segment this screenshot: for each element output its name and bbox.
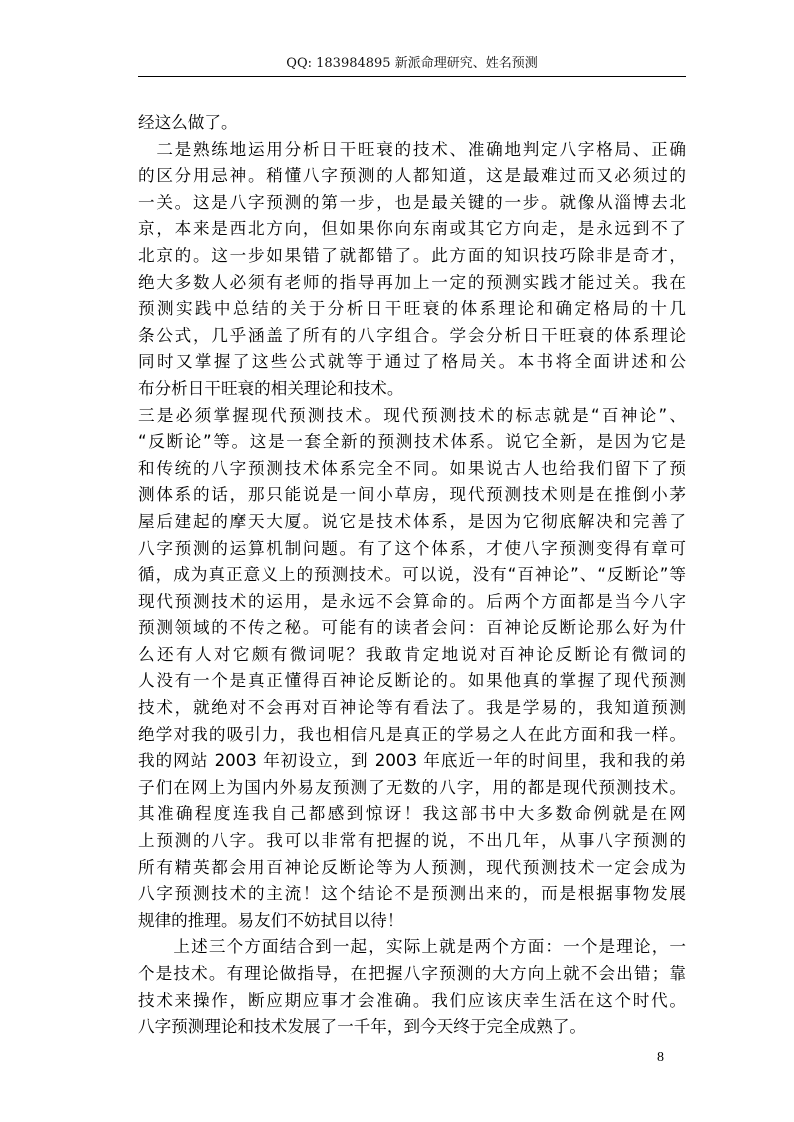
text-line: 上述三个方面结合到一起，实际上就是两个方面：一个是理论，一 bbox=[138, 937, 686, 957]
text-line: 规律的推理。易友们不妨拭目以待！ bbox=[138, 910, 404, 930]
header-rule bbox=[138, 76, 686, 77]
text-line: 所有精英都会用百神论反断论等为人预测，现代预测技术一定会成为 bbox=[138, 857, 686, 877]
text-line: 绝学对我的吸引力，我也相信凡是真正的学易之人在此方面和我一样。 bbox=[138, 724, 686, 744]
text-line: 现代预测技术的运用，是永远不会算命的。后两个方面都是当今八字 bbox=[138, 591, 686, 611]
text-line: 我的网站 2003 年初设立，到 2003 年底近一年的时间里，我和我的弟 bbox=[138, 751, 686, 771]
text-line: 测体系的话，那只能说是一间小草房，现代预测技术则是在推倒小茅 bbox=[138, 485, 686, 505]
text-line: 八字预测理论和技术发展了一千年，到今天终于完全成熟了。 bbox=[138, 1017, 587, 1037]
text-line: 子们在网上为国内外易友预测了无数的八字，用的都是现代预测技术。 bbox=[138, 777, 686, 797]
text-line: 屋后建起的摩天大厦。说它是技术体系，是因为它彻底解决和完善了 bbox=[138, 511, 686, 531]
text-line: “反断论”等。这是一套全新的预测技术体系。说它全新，是因为它是 bbox=[138, 432, 686, 452]
text-line: 北京的。这一步如果错了就都错了。此方面的知识技巧除非是奇才， bbox=[138, 245, 686, 265]
body-text bbox=[138, 110, 686, 1041]
text-line: 一关。这是八字预测的第一步，也是最关键的一步。就像从淄博去北 bbox=[138, 192, 686, 212]
text-line: 么还有人对它颇有微词呢？我敢肯定地说对百神论反断论有微词的 bbox=[138, 644, 686, 664]
text-line: 布分析日干旺衰的相关理论和技术。 bbox=[138, 378, 404, 398]
text-line: 人没有一个是真正懂得百神论反断论的。如果他真的掌握了现代预测 bbox=[138, 671, 686, 691]
text-line: 技术，就绝对不会再对百神论等有看法了。我是学易的，我知道预测 bbox=[138, 698, 686, 718]
text-line: 技术来操作，断应期应事才会准确。我们应该庆幸生活在这个时代。 bbox=[138, 990, 686, 1010]
text-line: 八字预测技术的主流！这个结论不是预测出来的，而是根据事物发展 bbox=[138, 884, 686, 904]
text-line: 个是技术。有理论做指导，在把握八字预测的大方向上就不会出错；靠 bbox=[138, 964, 686, 983]
text-line: 预测领域的不传之秘。可能有的读者会问：百神论反断论那么好为什 bbox=[138, 618, 686, 638]
text-line: 循，成为真正意义上的预测技术。可以说，没有“百神论”、“反断论”等 bbox=[138, 565, 686, 585]
text-line: 绝大多数人必须有老师的指导再加上一定的预测实践才能过关。我在 bbox=[138, 272, 686, 292]
text-line: 三是必须掌握现代预测技术。现代预测技术的标志就是“百神论”、 bbox=[138, 405, 686, 425]
page-header: QQ: 183984895 新派命理研究、姓名预测 bbox=[286, 56, 538, 71]
page-number: 8 bbox=[657, 1050, 664, 1065]
text-line: 上预测的八字。我可以非常有把握的说，不出几年，从事八字预测的 bbox=[138, 831, 686, 851]
text-line: 其准确程度连我自己都感到惊讶！我这部书中大多数命例就是在网 bbox=[138, 804, 686, 824]
text-line: 条公式，几乎涵盖了所有的八字组合。学会分析日干旺衰的体系理论 bbox=[138, 325, 686, 345]
text-line: 经这么做了。 bbox=[138, 113, 238, 132]
text-line: 同时又掌握了这些公式就等于通过了格局关。本书将全面讲述和公 bbox=[138, 352, 686, 372]
text-line: 预测实践中总结的关于分析日干旺衰的体系理论和确定格局的十几 bbox=[138, 299, 686, 319]
text-line: 和传统的八字预测技术体系完全不同。如果说古人也给我们留下了预 bbox=[138, 458, 686, 478]
text-line: 八字预测的运算机制问题。有了这个体系，才使八字预测变得有章可 bbox=[138, 538, 686, 558]
text-line: 二是熟练地运用分析日干旺衰的技术、准确地判定八字格局、正确 bbox=[138, 139, 686, 159]
text-line: 的区分用忌神。稍懂八字预测的人都知道，这是最难过而又必须过的 bbox=[138, 166, 686, 186]
text-line: 京，本来是西北方向，但如果你向东南或其它方向走，是永远到不了 bbox=[138, 219, 686, 239]
